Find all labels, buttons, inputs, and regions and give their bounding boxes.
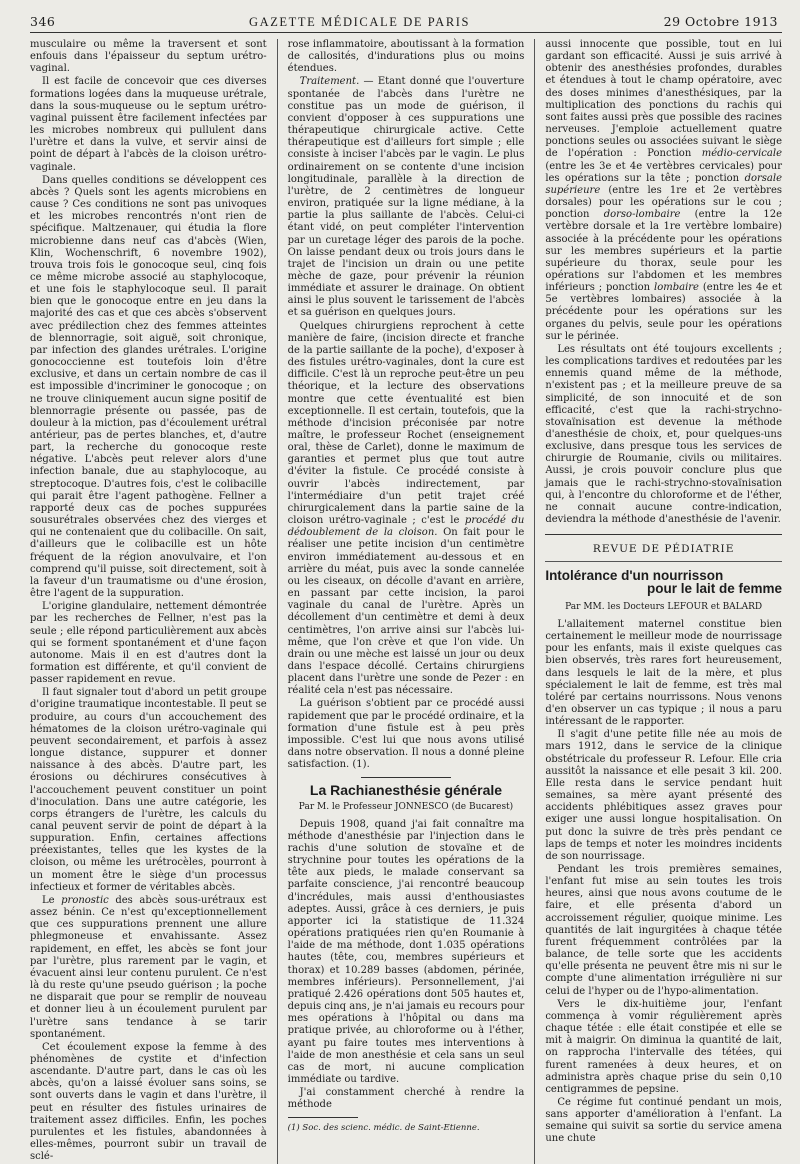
text-run: Le	[42, 894, 62, 906]
column-3	[545, 39, 782, 1164]
text-run: (entre les 1re et 2e vertèbres dorsales) pour les opérations sur le cou ; ponction	[545, 184, 782, 221]
page-number: 346	[30, 14, 56, 29]
puncture-name: lombaire	[654, 282, 699, 294]
text-run: des abcès sous-urétraux est assez bénin. Ce n'est qu'exceptionnellement que ces suppurations prennent une allure phlegmoneuse et envahissante. Assez rapidement, en effet, les abcès se font jour par l'urètre, plus rarement par le vagin, et évacuent ainsi leur contenu purulent. Ce n'est là du reste qu'une pseudo guérison ; la poche ne disparait que pour se remplir de nouveau et donner lieu à un écoulement purulent par l'urètre sans tendance à se tarir spontanément.	[30, 894, 267, 1040]
text-run: (entre les 3e et 4e vertèbres cervicales) pour les opérations sur la tête ; ponction	[545, 160, 782, 184]
col3-paragraph	[545, 39, 782, 343]
col2-paragraph: J'ai constamment cherché à rendre la méthode	[287, 1087, 525, 1111]
text-run: On fait pour le réaliser une petite incision d'un centimètre environ immédiatement au-dessous et en arrière du méat, puis avec la sonde cannelée ou les ciseaux, on décolle d'avant en arrière, en passant par cette incision, la paroi vaginale du canal de l'urètre. Après un décollement d'un centimètre et demi à deux centimètres, l'on arrive ainsi sur l'abcès lui-même, que l'on crève et que l'on vide. Un drain ou une mèche est laissé un jour ou deux dans l'espace décollé. Certains chirurgiens placent dans l'urètre une sonde de Pezer : en réalité cela n'est pas nécessaire.	[287, 527, 525, 697]
article-title-line-2: pour le lait de femme	[646, 580, 782, 596]
columns	[30, 39, 782, 1164]
treatment-paragraph	[288, 76, 525, 319]
section-rule	[545, 561, 782, 562]
article-author: Par M. le Professeur JONNESCO (de Bucarest)	[298, 801, 514, 812]
col3-paragraph: Vers le dix-huitième jour, l'enfant commença à vomir régulièrement après chaque tétée : elle était constipée et elle se mit à maigrir. On diminua la quantité de lait, on rapprocha l'intervalle des tétées, qui furent ramenées à deux heures, et on administra après chaque prise du sein 0,10 centigrammes de pepsine.	[545, 998, 782, 1095]
col1-paragraph: Il est facile de concevoir que ces diverses formations logées dans la muqueuse urétrale, dans la sous-muqueuse ou le septum urétro-vaginal puissent être facilement infectées par les microbes nombreux qui pullulent dans l'urètre et dans la vulve, et servir ainsi de point de départ à l'abcès de la cloison urétro-vaginale.	[30, 76, 267, 173]
col1-paragraph: Il faut signaler tout d'abord un petit groupe d'origine traumatique incontestable. Il peut se produire, au cours d'un accouchement des hématomes de la cloison urétro-vaginale qui peuvent secondairement, et parfois à assez longue distance, suppurer et donner naissance à des abcès. D'autre part, les érosions ou déchirures consécutives à l'accouchement peuvent constituer un point d'inoculation. Dans une autre catégorie, les corps étrangers de l'urètre, les calculs du canal peuvent servir de point de départ à la suppuration. Enfin, certaines affections préexistantes, telles que les kystes de la cloison, ou même les urétrocèles, pourront à un moment être le siège d'un processus infectieux et former de véritables abcès.	[30, 687, 267, 893]
col1-paragraph: L'origine glandulaire, nettement démontrée par les recherches de Fellner, n'est pas la seule ; elle répond particulièrement aux abcès qui se forment spontanément et d'une façon autonome. Mais il en est d'autres dont la formation est différente, et qu'il convient de passer rapidement en revue.	[30, 601, 267, 686]
col3-paragraph: L'allaitement maternel constitue bien certainement le meilleur mode de nourrissage pour les enfants, mais il existe quelques cas bien observés, très rares fort heureusement, dans lesquels le lait de la mère, et plus spécialement le lait de femme, est très mal toléré par certains nourrissons. Nous venons d'en observer un cas typique ; il nous a paru intéressant de le rapporter.	[545, 618, 782, 728]
text-run: aussi innocente que possible, tout en lui gardant son efficacité. Aussi je suis arrivé à obtenir des anesthésies profondes, durables et étendues à tout le champ opératoire, avec des doses minimes d'anesthésiques, par la multiplication des ponctions du rachis qui sont faites aussi près que possible des racines nerveuses. J'emploie actuellement quatre ponctions seules ou associées suivant le siège de l'opération : Ponction	[545, 39, 782, 160]
col1-prognosis-paragraph	[30, 895, 267, 1041]
col1-paragraph: Cet écoulement expose la femme à des phénomènes de cystite et d'infection ascendante. D'autre part, dans le cas où les abcès, qu'on a laissé évoluer sans soins, se sont ouverts dans le vagin et dans l'urètre, il peut en résulter des fistules urinaires de traitement assez difficiles. Enfin, les poches purulentes et les fistules, abandonnées à elles-mêmes, pourront subir un travail de sclé-	[30, 1041, 267, 1163]
procedure-name: procédé du dédoublement de la cloison.	[287, 515, 525, 539]
text-run: (entre les 4e et 5e vertèbres lombaires) associée à la précédente pour les opérations sur les organes du pelvis, seule pour les opérations sur le périnée.	[545, 282, 782, 342]
footnote: (1) Soc. des scienc. médic. de Saint-Etienne.	[287, 1123, 480, 1134]
col3-paragraph: Il s'agit d'une petite fille née au mois de mars 1912, dans le service de la clinique obstétricale du professeur R. Lefour. Elle cria aussitôt la naissance et elle pesait 3 kil. 200. Elle resta dans le service pendant huit semaines, sa mère ayant présenté des accidents phlébitiques assez graves pour exiger une aussi longue hospitalisation. On put donc la suivre de très près pendant ce laps de temps et noter les moindres incidents de son nourrissage.	[545, 729, 782, 862]
puncture-name: médio-cervicale	[701, 148, 782, 160]
col1-paragraph: musculaire ou même la traversent et sont enfouis dans l'épaisseur du septum urétro-vaginal.	[30, 39, 267, 75]
col2-paragraph: rose inflammatoire, aboutissant à la formation de callosités, d'indurations plus ou moins étendues.	[287, 39, 525, 75]
journal-title: GAZETTE MÉDICALE DE PARIS	[248, 15, 471, 29]
footnote-divider	[288, 1117, 358, 1118]
section-rule	[545, 534, 782, 535]
text-run: — Etant donné que l'ouverture spontanée de l'abcès dans l'urètre ne constitue pas un mode de guérison, il convient d'opposer à ces suppurations une thérapeutique chirurgicale active. Cette thérapeutique est d'ailleurs fort simple ; elle consiste à inciser l'abcès par le vagin. Le plus ordinairement on se contente d'une incision longitudinale, parallèle à la direction de l'urètre, de 2 centimètres de longueur environ, pratiquée sur la ligne médiane, à la partie la plus saillante de l'abcès. Celui-ci étant vidé, on peut compléter l'intervention par un curetage léger des parois de la poche. On laisse pendant deux ou trois jours dans le trajet de l'incision un drain ou une petite mèche de gaze, pour prévenir la réunion immédiate et assurer le drainage. On obtient ainsi le plus souvent le tarissement de l'abcès et sa guérison en quelques jours.	[287, 76, 525, 319]
col3-paragraph: Ce régime fut continué pendant un mois, sans apporter d'amélioration à l'enfant. La semaine qui suivit sa sortie du service amena une chute	[545, 1096, 782, 1145]
column-divider	[534, 39, 535, 1164]
treatment-label: Traitement.	[299, 76, 360, 88]
column-divider	[277, 39, 278, 1164]
col2-paragraph: Depuis 1908, quand j'ai fait connaître ma méthode d'anesthésie par l'injection dans le rachis d'une solution de stovaïne et de strychnine pour toutes les opérations de la tête aux pieds, le malade conservant sa parfaite conscience, j'ai rencontré beaucoup d'incrédules, mais aussi d'enthousiastes adeptes. Aussi, grâce à ces derniers, je puis apporter ici la statistique de 11.324 opérations pratiquées rien qu'en Roumanie à l'aide de ma méthode, dont 1.035 opérations hautes (tête, cou, membres supérieurs et thorax) et 10.289 basses (abdomen, périnée, membres inférieurs). Personnellement, j'ai pratiqué 2.426 opérations dont 505 hautes et, depuis cinq ans, je n'ai jamais eu recours pour mes opérations à l'hôpital ou dans ma pratique privée, au chloroforme ou à l'éther, ayant pu faire toutes mes interventions à l'aide de mon anesthésie et cela sans un seul cas de mort, ni aucune complication immédiate ou tardive.	[287, 818, 525, 1085]
col2-paragraph	[288, 321, 525, 698]
puncture-name: dorso-lombaire	[603, 209, 681, 221]
col1-paragraph: Dans quelles conditions se développent ces abcès ? Quels sont les agents microbiens en cause ? Ces conditions ne sont pas univoques et les microbes rencontrés n'ont rien de spécifique. Maltzenauer, qui étudia la flore microbienne dans neuf cas d'abcès (Wien, Klin, Wochenschrift, 6 novembre 1902), trouva trois fois le gonocoque seul, cinq fois ce même microbe associé au staphylocoque, et une fois le staphylocoque seul. Il parait bien que le gonocoque entre en jeu dans la majorité des cas et que ces abcès s'observent avec prédilection chez des femmes atteintes de blennorragie, soit aiguë, soit chronique, par infection des glandes urétrales. L'origine gonococcienne est toutefois loin d'être exclusive, et dans un certain nombre de cas il est impossible d'incriminer le gonocoque ; on ne trouve cliniquement aucun signe positif de blennorragie présente ou passée, pas de douleur à la miction, pas d'écoulement urétral antérieur, pas de pertes blanches, et, d'autre part, la recherche du gonocoque reste négative. L'abcès peut relever alors d'une infection banale, due au staphylocoque, au streptocoque. D'autres fois, c'est le colibacille qui parait être l'agent pathogène. Fellner a rapporté deux cas de poches suppurées sousurétrales observées chez des vierges et qui ne contenaient que du colibacille. On sait, d'ailleurs que le colibacille est un hôte fréquent de la région anovulvaire, et l'on comprend qu'il puisse, soit directement, soit à la faveur d'un traumatisme ou d'une érosion, être l'agent de la suppuration.	[30, 174, 267, 600]
issue-date: 29 Octobre 1913	[663, 14, 778, 29]
prognosis-label: pronostic	[61, 894, 109, 906]
page-header	[30, 10, 782, 33]
col2-paragraph: La guérison s'obtient par ce procédé aussi rapidement que par le procédé ordinaire, et la formation d'une fistule est à peu près impossible. C'est lui que nous avons utilisé dans notre observation. Il nous a donné pleine satisfaction. (1).	[287, 698, 525, 771]
text-run: (entre la 12e vertèbre dorsale et la 1re vertèbre lombaire) associée à la précédente pour les opérations sur les membres supérieurs et la partie supérieure du thorax, seule pour les opérations sur l'abdomen et les membres inférieurs ; ponction	[545, 209, 782, 294]
column-2	[288, 39, 525, 1164]
col3-paragraph: Pendant les trois premières semaines, l'enfant fut mise au sein toutes les trois heures, ainsi que nous avons coutume de le faire, et elle présenta d'abord un accroissement régulier, quoique minime. Les quantités de lait ingurgitées à chaque tétée furent fréquemment contrôlées par la balance, de telle sorte que les accidents qu'elle présenta ne peuvent être mis ni sur le compte d'une alimentation irrégulière ni sur celui de l'hyper ou de l'hypo-alimentation.	[545, 864, 782, 997]
col3-paragraph: Les résultats ont été toujours excellents ; les complications tardives et redoutées par les ennemis quand même de la méthode, n'existent pas ; et la meilleure preuve de sa simplicité, de son innocuité et de son efficacité, c'est que la rachi-strychno-stovaïnisation est devenue la méthode d'anesthésie de choix, et, pour quelques-uns exclusive, dans presque tous les services de chirurgie de Roumanie, civils ou militaires. Aussi, je crois pouvoir conclure plus que jamais que le rachi-strychno-stovaïnisation qui, à l'encontre du chloroforme et de l'éther, ne connait aucune contre-indication, deviendra la méthode d'anesthésie de l'avenir.	[545, 343, 782, 526]
text-run: Quelques chirurgiens reprochent à cette manière de faire, (incision directe et franche de la partie saillante de la poche), d'exposer à des fistules urétro-vaginales, dont la cure est difficile. C'est là un reproche peut-être un peu théorique, et la lecture des observations montre que cette éventualité est bien exceptionnelle. Il est certain, toutefois, que la méthode d'incision préconisée par notre maître, le professeur Rochet (enseignement oral, thèse de Carlet), donne le maximum de garanties et permet plus que tout autre d'éviter la fistule. Ce procédé consiste à ouvrir l'abcès indirectement, par l'intermédiaire d'un petit trajet créé chirurgicalement dans la partie saine de la cloison urétro-vaginale ; c'est le	[287, 320, 525, 527]
article-title: La Rachianesthésie générale	[309, 782, 503, 799]
puncture-name: dorsale supérieure	[545, 172, 782, 196]
section-heading: REVUE DE PÉDIATRIE	[592, 543, 735, 556]
article-author: Par MM. les Docteurs LEFOUR et BALARD	[565, 601, 763, 612]
article-title-line-1: Intolérance d'un nourrisson	[545, 568, 724, 584]
column-1	[30, 39, 267, 1164]
divider	[361, 777, 451, 778]
